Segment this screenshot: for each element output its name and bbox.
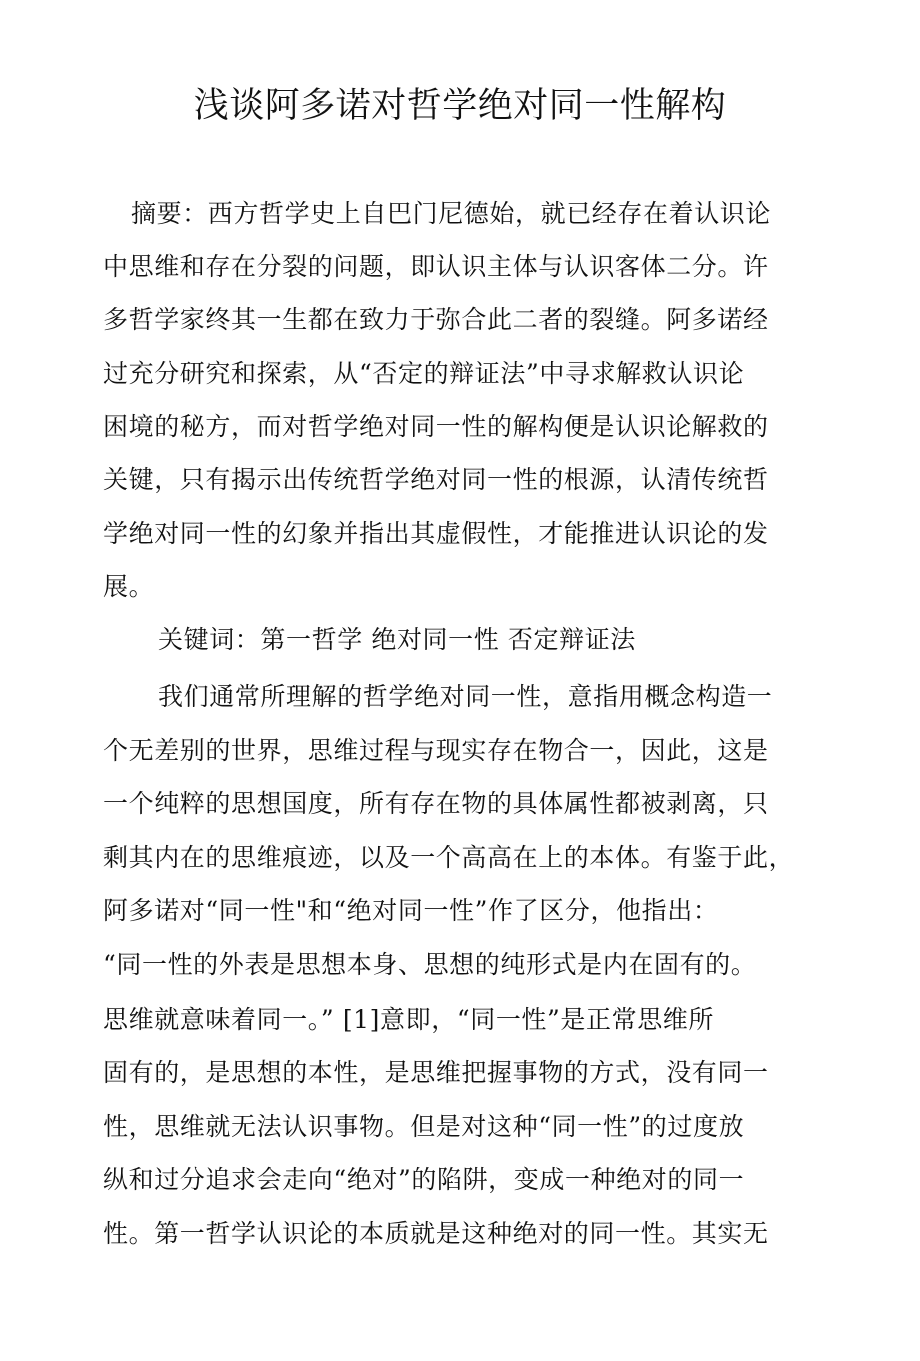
abstract-line: 展。 (103, 572, 155, 601)
body-line: 一个纯粹的思想国度，所有存在物的具体属性都被剥离，只 (103, 789, 769, 818)
body-line: 剩其内在的思维痕迹，以及一个高高在上的本体。有鉴于此， (103, 843, 795, 872)
body-line: 我们通常所理解的哲学绝对同一性，意指用概念构造一 (158, 682, 773, 711)
body-line: 思维就意味着同一。” [1]意即，“同一性”是正常思维所 (103, 1005, 715, 1034)
abstract-line: 学绝对同一性的幻象并指出其虚假性，才能推进认识论的发 (103, 519, 769, 548)
keywords-line: 关键词：第一哲学 绝对同一性 否定辩证法 (158, 625, 636, 654)
body-line: 性。第一哲学认识论的本质就是这种绝对的同一性。其实无 (103, 1219, 769, 1248)
abstract-line: 关键，只有揭示出传统哲学绝对同一性的根源，认清传统哲 (103, 465, 769, 494)
body-line: 性，思维就无法认识事物。但是对这种“同一性”的过度放 (103, 1112, 745, 1141)
abstract-line: 摘要：西方哲学史上自巴门尼德始，就已经存在着认识论 (131, 199, 772, 228)
abstract-line: 中思维和存在分裂的问题，即认识主体与认识客体二分。许 (103, 252, 769, 281)
abstract-line: 多哲学家终其一生都在致力于弥合此二者的裂缝。阿多诺经 (103, 305, 769, 334)
abstract-line: 困境的秘方，而对哲学绝对同一性的解构便是认识论解救的 (103, 412, 769, 441)
body-line: 个无差别的世界，思维过程与现实存在物合一，因此，这是 (103, 736, 769, 765)
document-title: 浅谈阿多诺对哲学绝对同一性解构 (193, 86, 727, 126)
body-line: 阿多诺对“同一性"和“绝对同一性”作了区分，他指出： (103, 896, 719, 925)
body-line: 纵和过分追求会走向“绝对”的陷阱，变成一种绝对的同一 (103, 1165, 745, 1194)
body-line: “同一性的外表是思想本身、思想的纯形式是内在固有的。 (103, 950, 757, 979)
body-line: 固有的，是思想的本性，是思维把握事物的方式，没有同一 (103, 1058, 769, 1087)
abstract-line: 过充分研究和探索，从“否定的辩证法”中寻求解救认识论 (103, 359, 745, 388)
